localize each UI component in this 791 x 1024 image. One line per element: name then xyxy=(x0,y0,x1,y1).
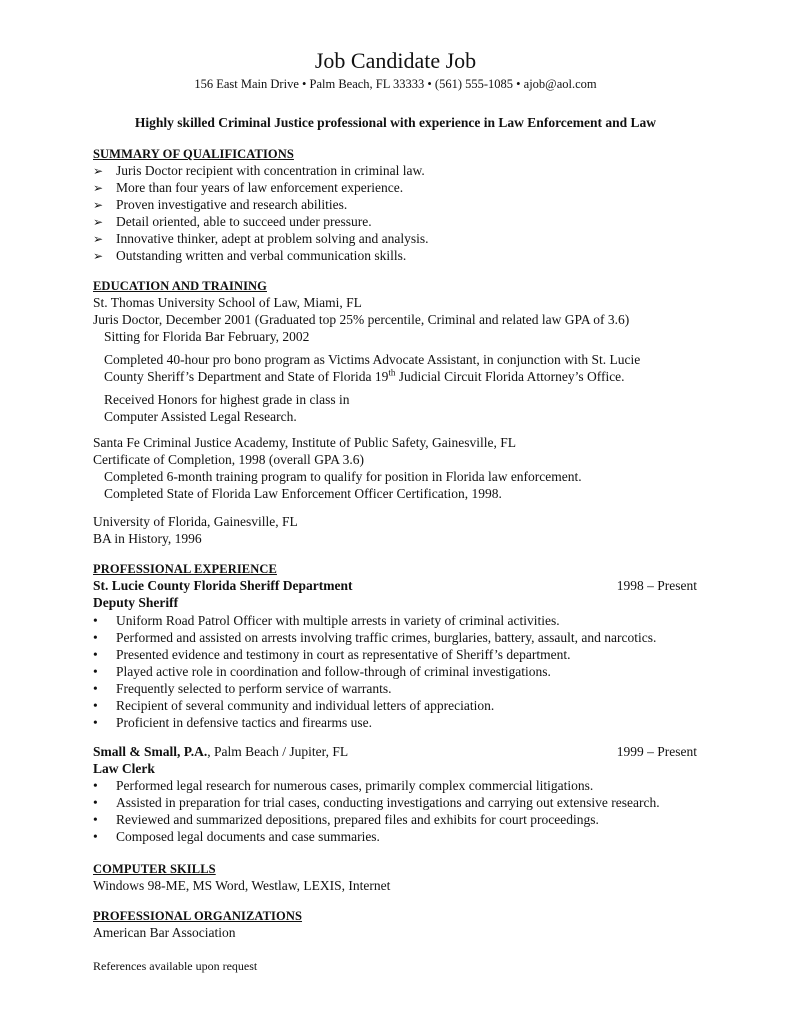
objective-statement: Highly skilled Criminal Justice professional with experience in Law Enforcement and Law xyxy=(134,115,657,130)
job-employer: Small & Small, P.A., Palm Beach / Jupiter, FL xyxy=(93,744,349,759)
job-bullet: • Composed legal documents and case summaries. xyxy=(93,829,380,844)
bullet-icon: • xyxy=(93,812,98,827)
references-note: References available upon request xyxy=(93,959,258,973)
summary-heading: SUMMARY OF QUALIFICATIONS xyxy=(93,147,294,161)
arrow-bullet-icon: ➢ xyxy=(93,198,104,212)
arrow-bullet-icon: ➢ xyxy=(93,164,104,178)
job-bullet: • Performed legal research for numerous cases, primarily complex commercial litigations. xyxy=(93,778,594,793)
arrow-bullet-icon: ➢ xyxy=(93,232,104,246)
contact-line: 156 East Main Drive • Palm Beach, FL 33333 • (561) 555-1085 • ajob@aol.com xyxy=(194,77,597,91)
job-title: Deputy Sheriff xyxy=(93,595,179,610)
bullet-icon: • xyxy=(93,647,98,662)
job-dates: 1998 – Present xyxy=(616,578,697,593)
arrow-bullet-icon: ➢ xyxy=(93,215,104,229)
bullet-icon: • xyxy=(93,630,98,645)
academy-certification: Completed State of Florida Law Enforcement Officer Certification, 1998. xyxy=(104,486,502,501)
job-dates: 1999 – Present xyxy=(616,744,697,759)
job-title: Law Clerk xyxy=(93,761,155,776)
job-bullet: • Reviewed and summarized depositions, prepared files and exhibits for court proceedings. xyxy=(93,812,599,827)
job-bullet: • Proficient in defensive tactics and firearms use. xyxy=(93,715,373,730)
pro-bono-line-1: Completed 40-hour pro bono program as Victims Advocate Assistant, in conjunction with St. Lucie xyxy=(104,352,641,367)
arrow-bullet-icon: ➢ xyxy=(93,181,104,195)
skills-text: Windows 98-ME, MS Word, Westlaw, LEXIS, Internet xyxy=(93,878,391,893)
organizations-text: American Bar Association xyxy=(93,925,236,940)
job-bullet: • Uniform Road Patrol Officer with multiple arrests in variety of criminal activities. xyxy=(93,613,560,628)
job-bullet: • Played active role in coordination and follow-through of criminal investigations. xyxy=(93,664,551,679)
job-bullet: • Recipient of several community and individual letters of appreciation. xyxy=(93,698,495,713)
bullet-icon: • xyxy=(93,698,98,713)
candidate-name: Job Candidate Job xyxy=(314,48,477,73)
education-heading: EDUCATION AND TRAINING xyxy=(93,279,267,293)
bullet-icon: • xyxy=(93,829,98,844)
experience-heading: PROFESSIONAL EXPERIENCE xyxy=(93,562,277,576)
job-bullet: • Assisted in preparation for trial cases, conducting investigations and carrying out extensive research. xyxy=(93,795,660,810)
pro-bono-line-2: County Sheriff’s Department and State of Florida 19th Judicial Circuit Florida Attorney’s Office. xyxy=(104,367,625,384)
bullet-icon: • xyxy=(93,795,98,810)
summary-item: ➢ Detail oriented, able to succeed under pressure. xyxy=(93,214,372,229)
bullet-icon: • xyxy=(93,664,98,679)
job-employer: St. Lucie County Florida Sheriff Department xyxy=(93,578,353,593)
bar-exam: Sitting for Florida Bar February, 2002 xyxy=(104,329,310,344)
bullet-icon: • xyxy=(93,715,98,730)
organizations-heading: PROFESSIONAL ORGANIZATIONS xyxy=(93,909,303,923)
academy-training: Completed 6-month training program to qualify for position in Florida law enforcement. xyxy=(104,469,582,484)
university-degree: BA in History, 1996 xyxy=(93,531,202,546)
skills-heading: COMPUTER SKILLS xyxy=(93,862,216,876)
job-bullet: • Presented evidence and testimony in court as representative of Sheriff’s department. xyxy=(93,647,571,662)
arrow-bullet-icon: ➢ xyxy=(93,249,104,263)
summary-item: ➢ Proven investigative and research abilities. xyxy=(93,197,348,212)
bullet-icon: • xyxy=(93,778,98,793)
university: University of Florida, Gainesville, FL xyxy=(93,514,298,529)
law-degree: Juris Doctor, December 2001 (Graduated top 25% percentile, Criminal and related law GPA of 3.6) xyxy=(93,312,630,327)
job-bullet: • Performed and assisted on arrests involving traffic crimes, burglaries, battery, assault, and narcotics. xyxy=(93,630,657,645)
summary-item: ➢ Innovative thinker, adept at problem solving and analysis. xyxy=(93,231,429,246)
academy-certificate: Certificate of Completion, 1998 (overall GPA 3.6) xyxy=(93,452,364,467)
law-school: St. Thomas University School of Law, Miami, FL xyxy=(93,295,362,310)
bullet-icon: • xyxy=(93,681,98,696)
job-bullet: • Frequently selected to perform service of warrants. xyxy=(93,681,392,696)
summary-item: ➢ Outstanding written and verbal communication skills. xyxy=(93,248,407,263)
bullet-icon: • xyxy=(93,613,98,628)
summary-item: ➢ Juris Doctor recipient with concentration in criminal law. xyxy=(93,163,425,178)
honors-line-2: Computer Assisted Legal Research. xyxy=(104,409,297,424)
summary-item: ➢ More than four years of law enforcement experience. xyxy=(93,180,404,195)
honors-line-1: Received Honors for highest grade in class in xyxy=(104,392,350,407)
academy: Santa Fe Criminal Justice Academy, Institute of Public Safety, Gainesville, FL xyxy=(93,435,517,450)
